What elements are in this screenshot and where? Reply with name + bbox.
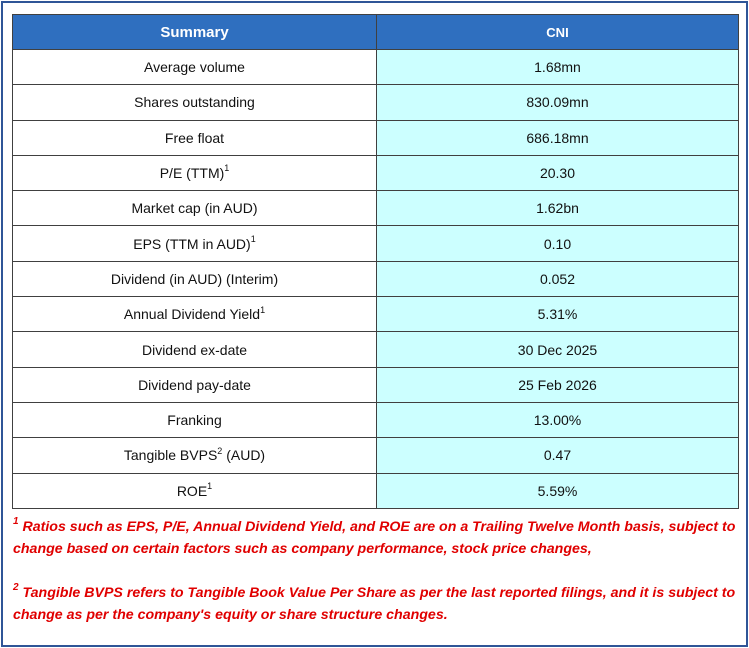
row-label-cell xyxy=(13,191,377,226)
row-value: 0.10 xyxy=(377,226,739,261)
header-summary: Summary xyxy=(13,15,377,50)
row-label-cell xyxy=(13,155,377,190)
row-value: 686.18mn xyxy=(377,120,739,155)
table-row xyxy=(13,402,739,437)
row-label-cell xyxy=(13,297,377,332)
footnote-text: Ratios such as EPS, P/E, Annual Dividend Yield, and ROE are on a Trailing Twelve Month basis, subject to change based on certain factors such as company performance, stock price changes, xyxy=(13,519,736,557)
footnote-text: Tangible BVPS refers to Tangible Book Value Per Share as per the last reported filings, and it is subject to change as per the company's equity or share structure changes. xyxy=(13,585,736,623)
row-label: Average volume xyxy=(144,59,245,76)
row-value: 0.47 xyxy=(377,438,739,473)
row-label: Franking xyxy=(167,412,222,429)
footnote-marker: 2 xyxy=(13,582,19,594)
table-row xyxy=(13,120,739,155)
footnote-marker: 1 xyxy=(224,163,230,174)
table-row xyxy=(13,367,739,402)
row-label: Tangible BVPS xyxy=(123,447,218,464)
table-row xyxy=(13,155,739,190)
footnote-marker: 1 xyxy=(207,481,213,492)
table-row xyxy=(13,332,739,367)
row-value: 30 Dec 2025 xyxy=(377,332,739,367)
row-value: 5.31% xyxy=(377,297,739,332)
row-label-suffix: (AUD) xyxy=(222,447,266,464)
footnote-1 xyxy=(13,516,739,560)
table-header-row xyxy=(13,15,739,50)
footnote-marker: 1 xyxy=(250,233,256,244)
row-label-cell xyxy=(13,473,377,508)
row-label-cell xyxy=(13,261,377,296)
row-label-cell xyxy=(13,226,377,261)
row-label-cell xyxy=(13,85,377,120)
table-row xyxy=(13,473,739,508)
row-label: EPS (TTM in AUD) xyxy=(133,235,251,252)
footnote-marker: 1 xyxy=(13,516,19,528)
row-value: 830.09mn xyxy=(377,85,739,120)
row-label-cell xyxy=(13,402,377,437)
table-row xyxy=(13,85,739,120)
row-label-cell xyxy=(13,438,377,473)
table-row xyxy=(13,438,739,473)
table-row xyxy=(13,191,739,226)
row-value: 1.62bn xyxy=(377,191,739,226)
row-label: Dividend ex-date xyxy=(141,341,248,358)
row-label: Market cap (in AUD) xyxy=(131,200,258,217)
footnote-marker: 1 xyxy=(260,304,266,315)
row-label: Dividend (in AUD) (Interim) xyxy=(110,270,279,287)
row-label: ROE xyxy=(176,482,208,499)
row-value: 13.00% xyxy=(377,402,739,437)
row-label: Free float xyxy=(164,129,225,146)
row-label: P/E (TTM) xyxy=(159,165,225,182)
summary-card xyxy=(1,1,748,647)
footnote-2 xyxy=(13,582,739,626)
row-label: Annual Dividend Yield xyxy=(123,306,261,323)
row-label-cell xyxy=(13,50,377,85)
row-value: 25 Feb 2026 xyxy=(377,367,739,402)
row-label-cell xyxy=(13,120,377,155)
row-label: Shares outstanding xyxy=(134,94,255,111)
row-value: 20.30 xyxy=(377,155,739,190)
row-label: Dividend pay-date xyxy=(138,376,251,393)
footnotes xyxy=(13,516,739,626)
row-value: 1.68mn xyxy=(377,50,739,85)
row-label-cell xyxy=(13,367,377,402)
row-value: 0.052 xyxy=(377,261,739,296)
summary-table xyxy=(12,14,739,509)
row-label-cell xyxy=(13,332,377,367)
table-row xyxy=(13,226,739,261)
table-row xyxy=(13,297,739,332)
footnote-marker: 2 xyxy=(217,445,223,456)
table-row xyxy=(13,50,739,85)
header-ticker: CNI xyxy=(377,15,739,50)
table-row xyxy=(13,261,739,296)
row-value: 5.59% xyxy=(377,473,739,508)
